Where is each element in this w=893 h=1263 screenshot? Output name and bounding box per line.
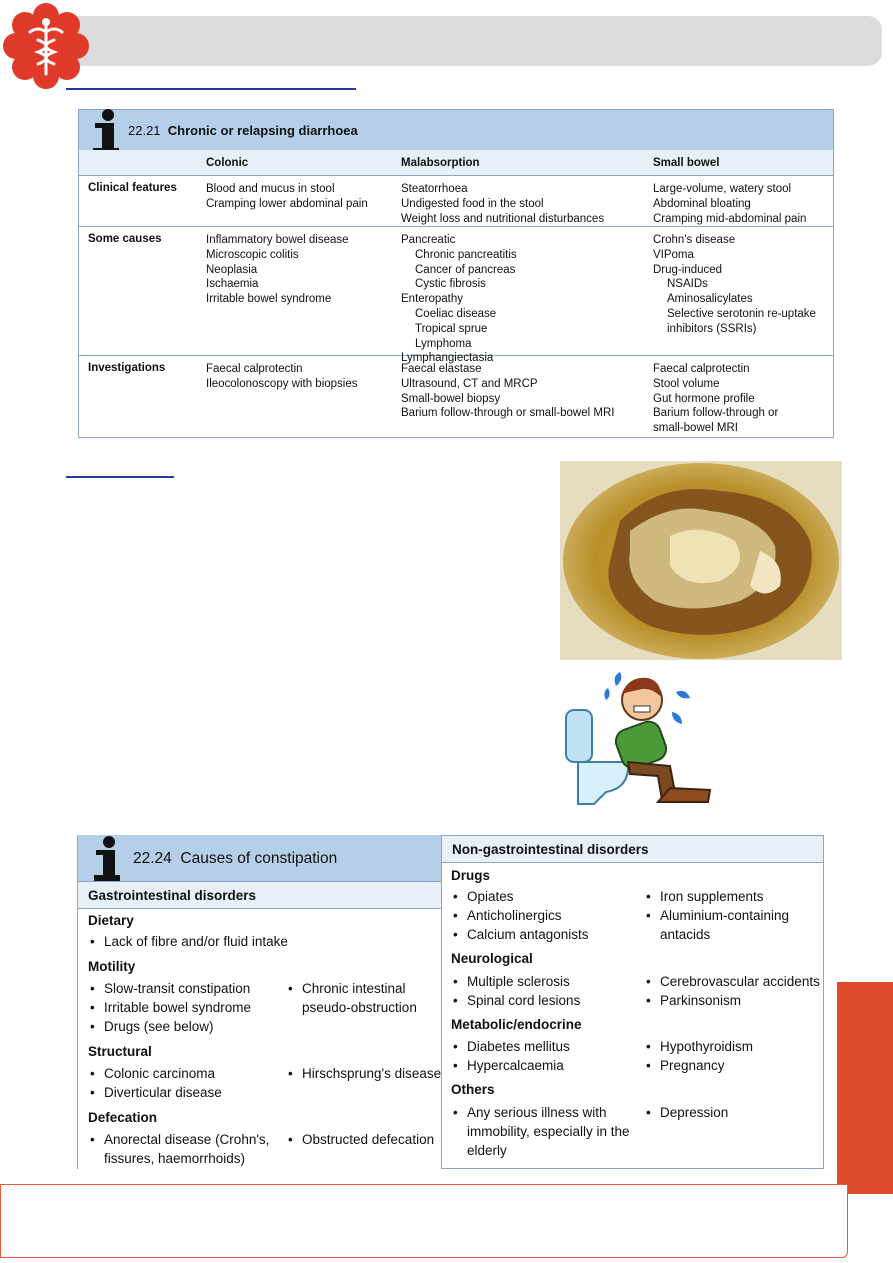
cell-line: Aminosalicylates xyxy=(667,293,753,306)
column-header-colonic: Colonic xyxy=(206,157,249,169)
non-gi-heading: Non-gastrointestinal disorders xyxy=(452,842,649,857)
cell-line: Barium follow-through or xyxy=(653,407,779,420)
group-dietary: Dietary xyxy=(88,913,134,928)
table-row xyxy=(79,356,833,439)
cell-line: Chronic pancreatitis xyxy=(415,248,517,261)
table-row xyxy=(79,176,833,227)
gi-heading: Gastrointestinal disorders xyxy=(88,888,257,903)
cell-colonic xyxy=(206,182,368,212)
row-label: Investigations xyxy=(88,362,166,374)
list-item: • Hypothyroidism xyxy=(646,1037,753,1056)
list-item: • Multiple sclerosis xyxy=(453,972,570,991)
info-icon xyxy=(89,108,121,154)
cell-small-bowel xyxy=(653,182,806,226)
row-label: Clinical features xyxy=(88,182,177,194)
cell-small-bowel xyxy=(653,233,816,337)
steatorrhoea-photo xyxy=(560,461,842,660)
list-item: • Irritable bowel syndrome xyxy=(90,998,251,1017)
list-item: • Drugs (see below) xyxy=(90,1017,214,1036)
cell-line: Undigested food in the stool xyxy=(401,197,544,210)
cell-line: Enteropathy xyxy=(401,293,464,306)
cell-line: Coeliac disease xyxy=(415,307,497,320)
list-item: • Calcium antagonists xyxy=(453,925,589,944)
diarrhoea-info-table xyxy=(78,109,834,438)
cell-malabsorption xyxy=(401,182,604,226)
list-item: • Hypercalcaemia xyxy=(453,1056,564,1075)
cell-colonic xyxy=(206,362,358,392)
table-title-text: Chronic or relapsing diarrhoea xyxy=(167,123,358,138)
row-label: Some causes xyxy=(88,233,162,245)
info-icon xyxy=(90,835,122,881)
list-item: • Lack of fibre and/or fluid intake xyxy=(90,932,288,951)
table-header xyxy=(78,835,441,881)
group-metabolic: Metabolic/endocrine xyxy=(451,1017,582,1032)
list-item: • Spinal cord lesions xyxy=(453,991,580,1010)
cell-line: Crohn's disease xyxy=(653,234,736,246)
cell-line: Inflammatory bowel disease xyxy=(206,234,349,246)
cell-line: Lymphangiectasia xyxy=(401,352,494,365)
section-underline xyxy=(66,476,174,478)
gi-subheader xyxy=(78,881,441,909)
group-neurological: Neurological xyxy=(451,951,533,966)
cell-line: Abdominal bloating xyxy=(653,197,751,210)
cell-line: VIPoma xyxy=(653,248,694,261)
group-others: Others xyxy=(451,1082,495,1097)
cell-line: Large-volume, watery stool xyxy=(653,183,792,195)
column-header-malabsorption: Malabsorption xyxy=(401,157,480,169)
cell-line: Neoplasia xyxy=(206,263,258,276)
list-item: • Anorectal disease (Crohn's, fissures, haemorrhoids) xyxy=(90,1130,280,1168)
list-item: • Aluminium-containing antacids xyxy=(646,906,796,944)
cell-line: Tropical sprue xyxy=(415,322,488,335)
list-item: • Cerebrovascular accidents xyxy=(646,972,820,991)
column-header-row xyxy=(79,150,833,176)
list-item: • Opiates xyxy=(453,887,514,906)
constipation-table-non-gi xyxy=(441,835,824,1169)
cell-line: NSAIDs xyxy=(667,278,708,291)
footer-box xyxy=(0,1184,848,1258)
cell-line: Cystic fibrosis xyxy=(415,278,486,291)
table-title xyxy=(128,123,358,138)
list-item: • Any serious illness with immobility, especially in the elderly xyxy=(453,1103,633,1160)
cell-line: Cancer of pancreas xyxy=(415,263,516,276)
group-drugs: Drugs xyxy=(451,868,491,883)
cell-line: Selective serotonin re-uptake xyxy=(667,307,816,320)
cell-line: Gut hormone profile xyxy=(653,392,755,405)
cell-line: Ileocolonoscopy with biopsies xyxy=(206,377,358,390)
list-item: • Chronic intestinal pseudo-obstruction xyxy=(288,979,438,1017)
list-item: • Slow-transit constipation xyxy=(90,979,250,998)
cell-line: Ischaemia xyxy=(206,278,259,291)
heading-underline xyxy=(66,88,356,90)
cell-line: Faecal elastase xyxy=(401,363,482,375)
cell-line: Faecal calprotectin xyxy=(206,363,303,375)
cell-line: small-bowel MRI xyxy=(653,422,738,435)
list-item: • Diverticular disease xyxy=(90,1083,222,1102)
group-defecation: Defecation xyxy=(88,1110,158,1125)
cell-line: Cramping lower abdominal pain xyxy=(206,197,368,210)
cell-line: Irritable bowel syndrome xyxy=(206,293,332,306)
non-gi-subheader xyxy=(442,836,823,863)
cell-line: Barium follow-through or small-bowel MRI xyxy=(401,407,615,420)
list-item: • Diabetes mellitus xyxy=(453,1037,570,1056)
cell-line: Pancreatic xyxy=(401,234,456,246)
list-item: • Colonic carcinoma xyxy=(90,1064,215,1083)
table-title xyxy=(133,850,337,868)
cell-line: Cramping mid-abdominal pain xyxy=(653,212,807,225)
group-structural: Structural xyxy=(88,1044,152,1059)
cell-line: Microscopic colitis xyxy=(206,248,299,261)
cell-line: Faecal calprotectin xyxy=(653,363,750,375)
table-header xyxy=(79,110,833,150)
cell-colonic xyxy=(206,233,349,307)
cell-small-bowel xyxy=(653,362,778,436)
medical-caduceus-logo-icon xyxy=(0,0,92,92)
cell-line: Ultrasound, CT and MRCP xyxy=(401,377,538,390)
table-row xyxy=(79,227,833,365)
group-motility: Motility xyxy=(88,959,136,974)
list-item: • Iron supplements xyxy=(646,887,764,906)
table-number: 22.21 xyxy=(128,123,161,138)
cell-line: inhibitors (SSRIs) xyxy=(667,322,757,335)
list-item: • Depression xyxy=(646,1103,728,1122)
man-on-toilet-cartoon xyxy=(558,670,718,806)
cell-malabsorption xyxy=(401,362,614,421)
cell-line: Small-bowel biopsy xyxy=(401,392,501,405)
cell-line: Lymphoma xyxy=(415,337,472,350)
cell-line: Drug-induced xyxy=(653,263,723,276)
table-title-text: Causes of constipation xyxy=(180,850,338,867)
header-bar xyxy=(40,16,882,66)
cell-line: Weight loss and nutritional disturbances xyxy=(401,212,605,225)
list-item: • Pregnancy xyxy=(646,1056,725,1075)
column-header-small-bowel: Small bowel xyxy=(653,157,720,169)
cell-malabsorption xyxy=(401,233,517,366)
cell-line: Steatorrhoea xyxy=(401,183,468,195)
list-item: • Parkinsonism xyxy=(646,991,741,1010)
cell-line: Blood and mucus in stool xyxy=(206,183,335,195)
list-item: • Hirschsprung's disease xyxy=(288,1064,442,1083)
list-item: • Anticholinergics xyxy=(453,906,562,925)
table-number: 22.24 xyxy=(133,850,172,867)
constipation-table-gi xyxy=(77,835,441,1169)
cell-line: Stool volume xyxy=(653,377,720,390)
side-chapter-tab xyxy=(837,982,893,1194)
list-item: • Obstructed defecation xyxy=(288,1130,442,1149)
